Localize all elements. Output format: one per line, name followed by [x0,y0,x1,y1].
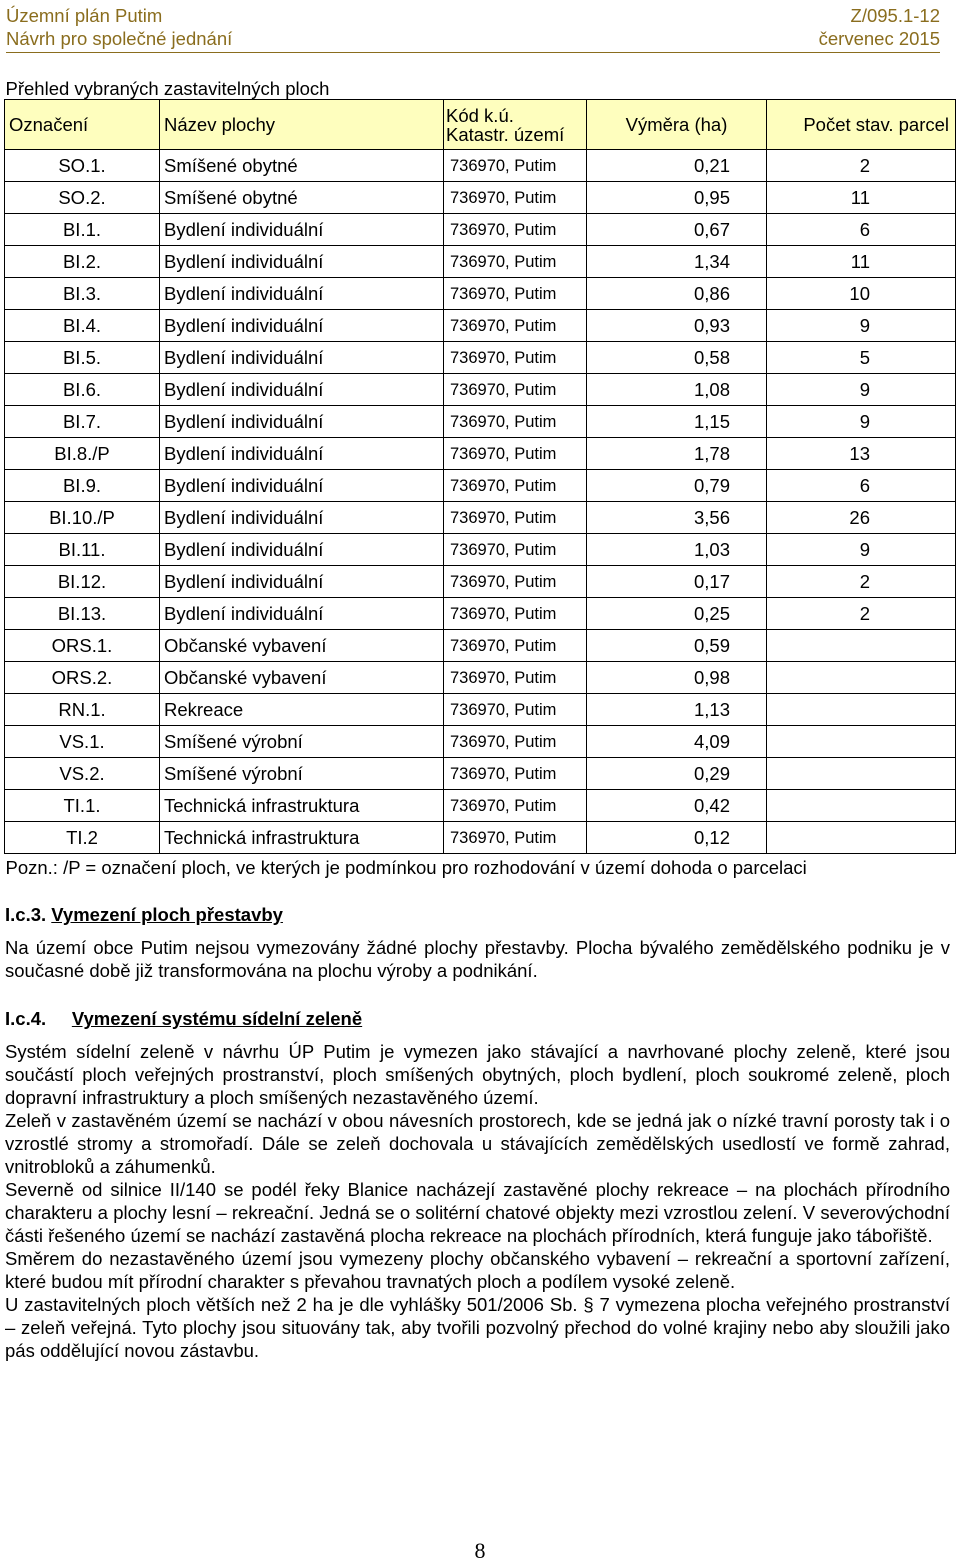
cell-cadastre: 736970, Putim [444,214,587,246]
table-row [5,630,956,662]
cell-cadastre: 736970, Putim [444,342,587,374]
cell-area: 0,29 [587,758,767,790]
cell-count [767,822,956,854]
cell-count: 9 [767,374,956,406]
table-row [5,182,956,214]
table-row [5,374,956,406]
cell-area: 0,17 [587,566,767,598]
table-row [5,502,956,534]
table-row [5,662,956,694]
cell-code: TI.2 [5,822,160,854]
column-header-cadastre-line2: Katastr. území [446,123,565,145]
header-document-code: Z/095.1-12 [850,5,940,26]
table-row [5,534,956,566]
cell-cadastre: 736970, Putim [444,406,587,438]
cell-area: 1,78 [587,438,767,470]
section-redevelopment-text: Na území obce Putim nejsou vymezovány žádné plochy přestavby. Plocha bývalého zemědělského podniku je v současné době již transformována na plochu výroby a podnikání. [5,937,950,981]
cell-cadastre: 736970, Putim [444,470,587,502]
table-row [5,566,956,598]
cell-area: 0,93 [587,310,767,342]
cell-count: 10 [767,278,956,310]
cell-count: 9 [767,406,956,438]
column-header-count: Počet stav. parcel [767,100,956,150]
section-greenery-heading [5,1007,950,1030]
greenery-paragraph: U zastavitelných ploch větších než 2 ha je dle vyhlášky 501/2006 Sb. § 7 vymezena plocha veřejného prostranství – zeleň veřejná. Tyto plochy jsou situovány tak, aby tvořili pozvolný přechod do volné krajiny nebo aby sloužili jako pás oddělující novou zástavbu. [5,1294,950,1361]
greenery-paragraph: Směrem do nezastavěného území jsou vymezeny plochy občanského vybavení – rekreační a sportovní zařízení, které budou mít přírodní charakter s převahou travnatých ploch a podílem vysoké zeleně. [5,1248,950,1292]
table-row [5,758,956,790]
table-row [5,278,956,310]
section-redevelopment [5,903,950,982]
cell-code: BI.8./P [5,438,160,470]
table-row [5,406,956,438]
cell-area: 0,12 [587,822,767,854]
cell-name: Smíšené obytné [160,182,444,214]
cell-cadastre: 736970, Putim [444,310,587,342]
cell-cadastre: 736970, Putim [444,790,587,822]
greenery-paragraph: Zeleň v zastavěném území se nachází v obou návesních prostorech, kde se jedná jak o nízké travní porosty tak i o vzrostlé stromy a stromořadí. Dále se zeleň dochovala u stávajících zemědělských usedlostí ve formě zahrad, vnitrobloků a záhumenků. [5,1110,950,1177]
page-header [6,4,940,52]
cell-count [767,662,956,694]
header-document-date: červenec 2015 [818,28,940,49]
cell-code: BI.11. [5,534,160,566]
table-note: Pozn.: /P = označení ploch, ve kterých je podmínkou pro rozhodování v území dohoda o parcelaci [5,857,807,878]
cell-code: BI.2. [5,246,160,278]
cell-count: 9 [767,310,956,342]
cell-name: Bydlení individuální [160,278,444,310]
cell-area: 1,15 [587,406,767,438]
areas-table-container [4,78,955,882]
cell-name: Technická infrastruktura [160,790,444,822]
header-document-title: Územní plán Putim [6,5,163,26]
section-redevelopment-title: Vymezení ploch přestavby [51,904,283,925]
cell-area: 0,98 [587,662,767,694]
table-row [5,790,956,822]
cell-area: 0,95 [587,182,767,214]
cell-name: Bydlení individuální [160,214,444,246]
cell-area: 3,56 [587,502,767,534]
cell-cadastre: 736970, Putim [444,598,587,630]
cell-count: 2 [767,566,956,598]
cell-code: BI.13. [5,598,160,630]
cell-name: Občanské vybavení [160,662,444,694]
cell-area: 0,59 [587,630,767,662]
section-greenery [5,1007,950,1362]
header-row-2 [6,27,940,50]
column-header-cadastre-line1: Kód k.ú. [446,104,514,126]
cell-cadastre: 736970, Putim [444,182,587,214]
cell-area: 1,08 [587,374,767,406]
cell-count: 13 [767,438,956,470]
section-greenery-title: Vymezení systému sídelní zeleně [71,1008,363,1029]
cell-code: BI.9. [5,470,160,502]
cell-name: Bydlení individuální [160,406,444,438]
cell-cadastre: 736970, Putim [444,534,587,566]
cell-area: 0,21 [587,150,767,182]
cell-name: Bydlení individuální [160,246,444,278]
column-header-code: Označení [5,100,160,150]
table-row [5,694,956,726]
cell-name: Bydlení individuální [160,470,444,502]
cell-name: Bydlení individuální [160,310,444,342]
cell-area: 1,34 [587,246,767,278]
section-greenery-body [5,1040,950,1362]
table-row [5,342,956,374]
cell-count: 2 [767,150,956,182]
cell-count: 26 [767,502,956,534]
table-row [5,438,956,470]
table-row [5,726,956,758]
cell-name: Bydlení individuální [160,598,444,630]
cell-cadastre: 736970, Putim [444,662,587,694]
areas-table [4,78,956,882]
cell-code: RN.1. [5,694,160,726]
cell-count [767,790,956,822]
cell-code: VS.2. [5,758,160,790]
column-header-cadastre [444,100,587,150]
table-row [5,150,956,182]
cell-code: TI.1. [5,790,160,822]
cell-name: Bydlení individuální [160,342,444,374]
cell-cadastre: 736970, Putim [444,566,587,598]
table-caption: Přehled vybraných zastavitelných ploch [5,78,330,99]
cell-name: Občanské vybavení [160,630,444,662]
cell-area: 0,25 [587,598,767,630]
section-redevelopment-heading [5,903,950,926]
table-row [5,246,956,278]
table-row [5,214,956,246]
cell-area: 1,13 [587,694,767,726]
header-divider [6,52,940,53]
cell-area: 0,86 [587,278,767,310]
table-row [5,310,956,342]
cell-name: Smíšené výrobní [160,726,444,758]
cell-name: Bydlení individuální [160,374,444,406]
cell-code: BI.1. [5,214,160,246]
table-note-row [5,854,956,883]
cell-name: Bydlení individuální [160,534,444,566]
cell-area: 4,09 [587,726,767,758]
cell-code: BI.6. [5,374,160,406]
cell-cadastre: 736970, Putim [444,758,587,790]
cell-cadastre: 736970, Putim [444,630,587,662]
cell-code: BI.7. [5,406,160,438]
cell-count: 2 [767,598,956,630]
cell-count [767,630,956,662]
cell-cadastre: 736970, Putim [444,502,587,534]
cell-count: 11 [767,246,956,278]
cell-name: Bydlení individuální [160,438,444,470]
cell-name: Bydlení individuální [160,566,444,598]
cell-cadastre: 736970, Putim [444,726,587,758]
cell-area: 0,42 [587,790,767,822]
table-row [5,598,956,630]
table-row [5,470,956,502]
greenery-paragraph: Severně od silnice II/140 se podél řeky Blanice nacházejí zastavěné plochy rekreace – na plochách přírodního charakteru a plochy lesní – rekreační. Jedná se o solitérní chatové objekty mezi vzrostlou zelení. V severovýchodní části řešeného území se nachází zastavěná plocha rekreace na plochách přírodních, která funguje jako tábořiště. [5,1179,950,1246]
section-redevelopment-number: I.c.3. [5,904,47,925]
cell-area: 0,67 [587,214,767,246]
table-row [5,822,956,854]
cell-code: SO.1. [5,150,160,182]
table-header-row [5,100,956,150]
cell-area: 0,79 [587,470,767,502]
cell-name: Smíšené obytné [160,150,444,182]
cell-code: BI.4. [5,310,160,342]
column-header-name: Název plochy [160,100,444,150]
page-number: 8 [474,1538,486,1563]
cell-cadastre: 736970, Putim [444,438,587,470]
cell-code: SO.2. [5,182,160,214]
cell-name: Bydlení individuální [160,502,444,534]
header-row-1 [6,4,940,27]
cell-count: 6 [767,214,956,246]
cell-code: BI.3. [5,278,160,310]
cell-count [767,694,956,726]
cell-code: ORS.2. [5,662,160,694]
cell-cadastre: 736970, Putim [444,246,587,278]
cell-count [767,758,956,790]
cell-name: Technická infrastruktura [160,822,444,854]
column-header-area: Výměra (ha) [587,100,767,150]
header-document-stage: Návrh pro společné jednání [6,28,233,49]
cell-code: BI.10./P [5,502,160,534]
cell-code: BI.5. [5,342,160,374]
section-greenery-number: I.c.4. [5,1008,47,1029]
cell-cadastre: 736970, Putim [444,374,587,406]
greenery-paragraph: Systém sídelní zeleně v návrhu ÚP Putim je vymezen jako stávající a navrhované plochy zeleně, které jsou součástí ploch veřejných prostranství, ploch smíšených obytných, ploch bydlení, ploch soukromé zeleně, ploch dopravní infrastruktury a ploch smíšených nezastavěného území. [5,1041,950,1108]
cell-count: 6 [767,470,956,502]
cell-count: 5 [767,342,956,374]
cell-name: Rekreace [160,694,444,726]
cell-cadastre: 736970, Putim [444,694,587,726]
cell-count: 11 [767,182,956,214]
cell-code: ORS.1. [5,630,160,662]
cell-area: 1,03 [587,534,767,566]
cell-count: 9 [767,534,956,566]
cell-code: BI.12. [5,566,160,598]
cell-cadastre: 736970, Putim [444,822,587,854]
cell-code: VS.1. [5,726,160,758]
cell-cadastre: 736970, Putim [444,278,587,310]
cell-cadastre: 736970, Putim [444,150,587,182]
cell-name: Smíšené výrobní [160,758,444,790]
cell-area: 0,58 [587,342,767,374]
cell-count [767,726,956,758]
